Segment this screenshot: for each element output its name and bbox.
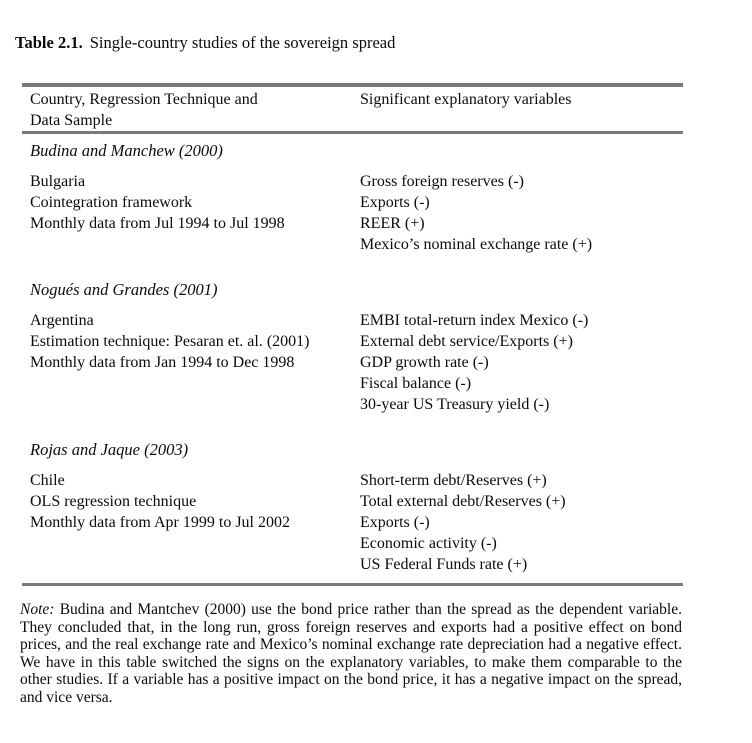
study-detail: Monthly data from Jan 1994 to Dec 1998 bbox=[30, 354, 295, 371]
header-divider-rule bbox=[22, 131, 683, 134]
study-details bbox=[30, 310, 360, 415]
study-variable: Exports (-) bbox=[360, 514, 430, 531]
note-label: Note: bbox=[20, 601, 55, 618]
study-row-rojas bbox=[30, 470, 683, 575]
column-header-country bbox=[30, 89, 360, 131]
column-header-variables: Significant explanatory variables bbox=[360, 91, 572, 108]
column-header-country-line2: Data Sample bbox=[30, 112, 113, 129]
study-variable: 30-year US Treasury yield (-) bbox=[360, 396, 550, 413]
study-details bbox=[30, 470, 360, 575]
study-variable: Exports (-) bbox=[360, 194, 430, 211]
study-variable: Total external debt/Reserves (+) bbox=[360, 493, 566, 510]
study-variable: Fiscal balance (-) bbox=[360, 375, 472, 392]
study-row-nogues bbox=[30, 310, 683, 415]
study-detail: Monthly data from Jul 1994 to Jul 1998 bbox=[30, 215, 285, 232]
study-variables bbox=[360, 171, 683, 255]
study-variable: Mexico’s nominal exchange rate (+) bbox=[360, 236, 593, 253]
study-heading-nogues: Nogués and Grandes (2001) bbox=[30, 280, 218, 299]
study-variables bbox=[360, 470, 683, 575]
study-detail: Argentina bbox=[30, 312, 94, 329]
study-variable: Short-term debt/Reserves (+) bbox=[360, 472, 547, 489]
study-detail: Chile bbox=[30, 472, 65, 489]
study-variable: Economic activity (-) bbox=[360, 535, 497, 552]
study-variable: REER (+) bbox=[360, 215, 425, 232]
table-bottom-rule bbox=[22, 583, 683, 586]
study-heading-rojas: Rojas and Jaque (2003) bbox=[30, 440, 189, 459]
column-header-country-line1: Country, Regression Technique and bbox=[30, 91, 258, 108]
study-variable: GDP growth rate (-) bbox=[360, 354, 489, 371]
table-caption bbox=[15, 32, 752, 53]
study-variable: US Federal Funds rate (+) bbox=[360, 556, 528, 573]
table-title: Single-country studies of the sovereign spread bbox=[89, 33, 396, 52]
table-number: Table 2.1. bbox=[15, 33, 83, 52]
study-variable: EMBI total-return index Mexico (-) bbox=[360, 312, 589, 329]
study-heading-budina: Budina and Manchew (2000) bbox=[30, 141, 223, 160]
study-variables bbox=[360, 310, 683, 415]
table-header-row bbox=[30, 87, 683, 131]
study-variable: Gross foreign reserves (-) bbox=[360, 173, 524, 190]
study-variable: External debt service/Exports (+) bbox=[360, 333, 573, 350]
study-detail: Estimation technique: Pesaran et. al. (2001) bbox=[30, 333, 310, 350]
study-row-budina bbox=[30, 171, 683, 255]
table-note bbox=[20, 601, 682, 707]
study-details bbox=[30, 171, 360, 255]
study-detail: OLS regression technique bbox=[30, 493, 197, 510]
note-text: Budina and Mantchev (2000) use the bond price rather than the spread as the dependent variable. They concluded that, in the long run, gross foreign reserves and exports had a positive effect on bond prices, and the real exchange rate and Mexico’s nominal exchange rate depreciation had a negative effect. We have in this table switched the signs on the explanatory variables, to make them comparable to the other studies. If a variable has a positive impact on the bond price, it has a negative impact on the spread, and vice versa. bbox=[20, 601, 682, 706]
study-detail: Bulgaria bbox=[30, 173, 86, 190]
study-detail: Monthly data from Apr 1999 to Jul 2002 bbox=[30, 514, 290, 531]
study-detail: Cointegration framework bbox=[30, 194, 193, 211]
